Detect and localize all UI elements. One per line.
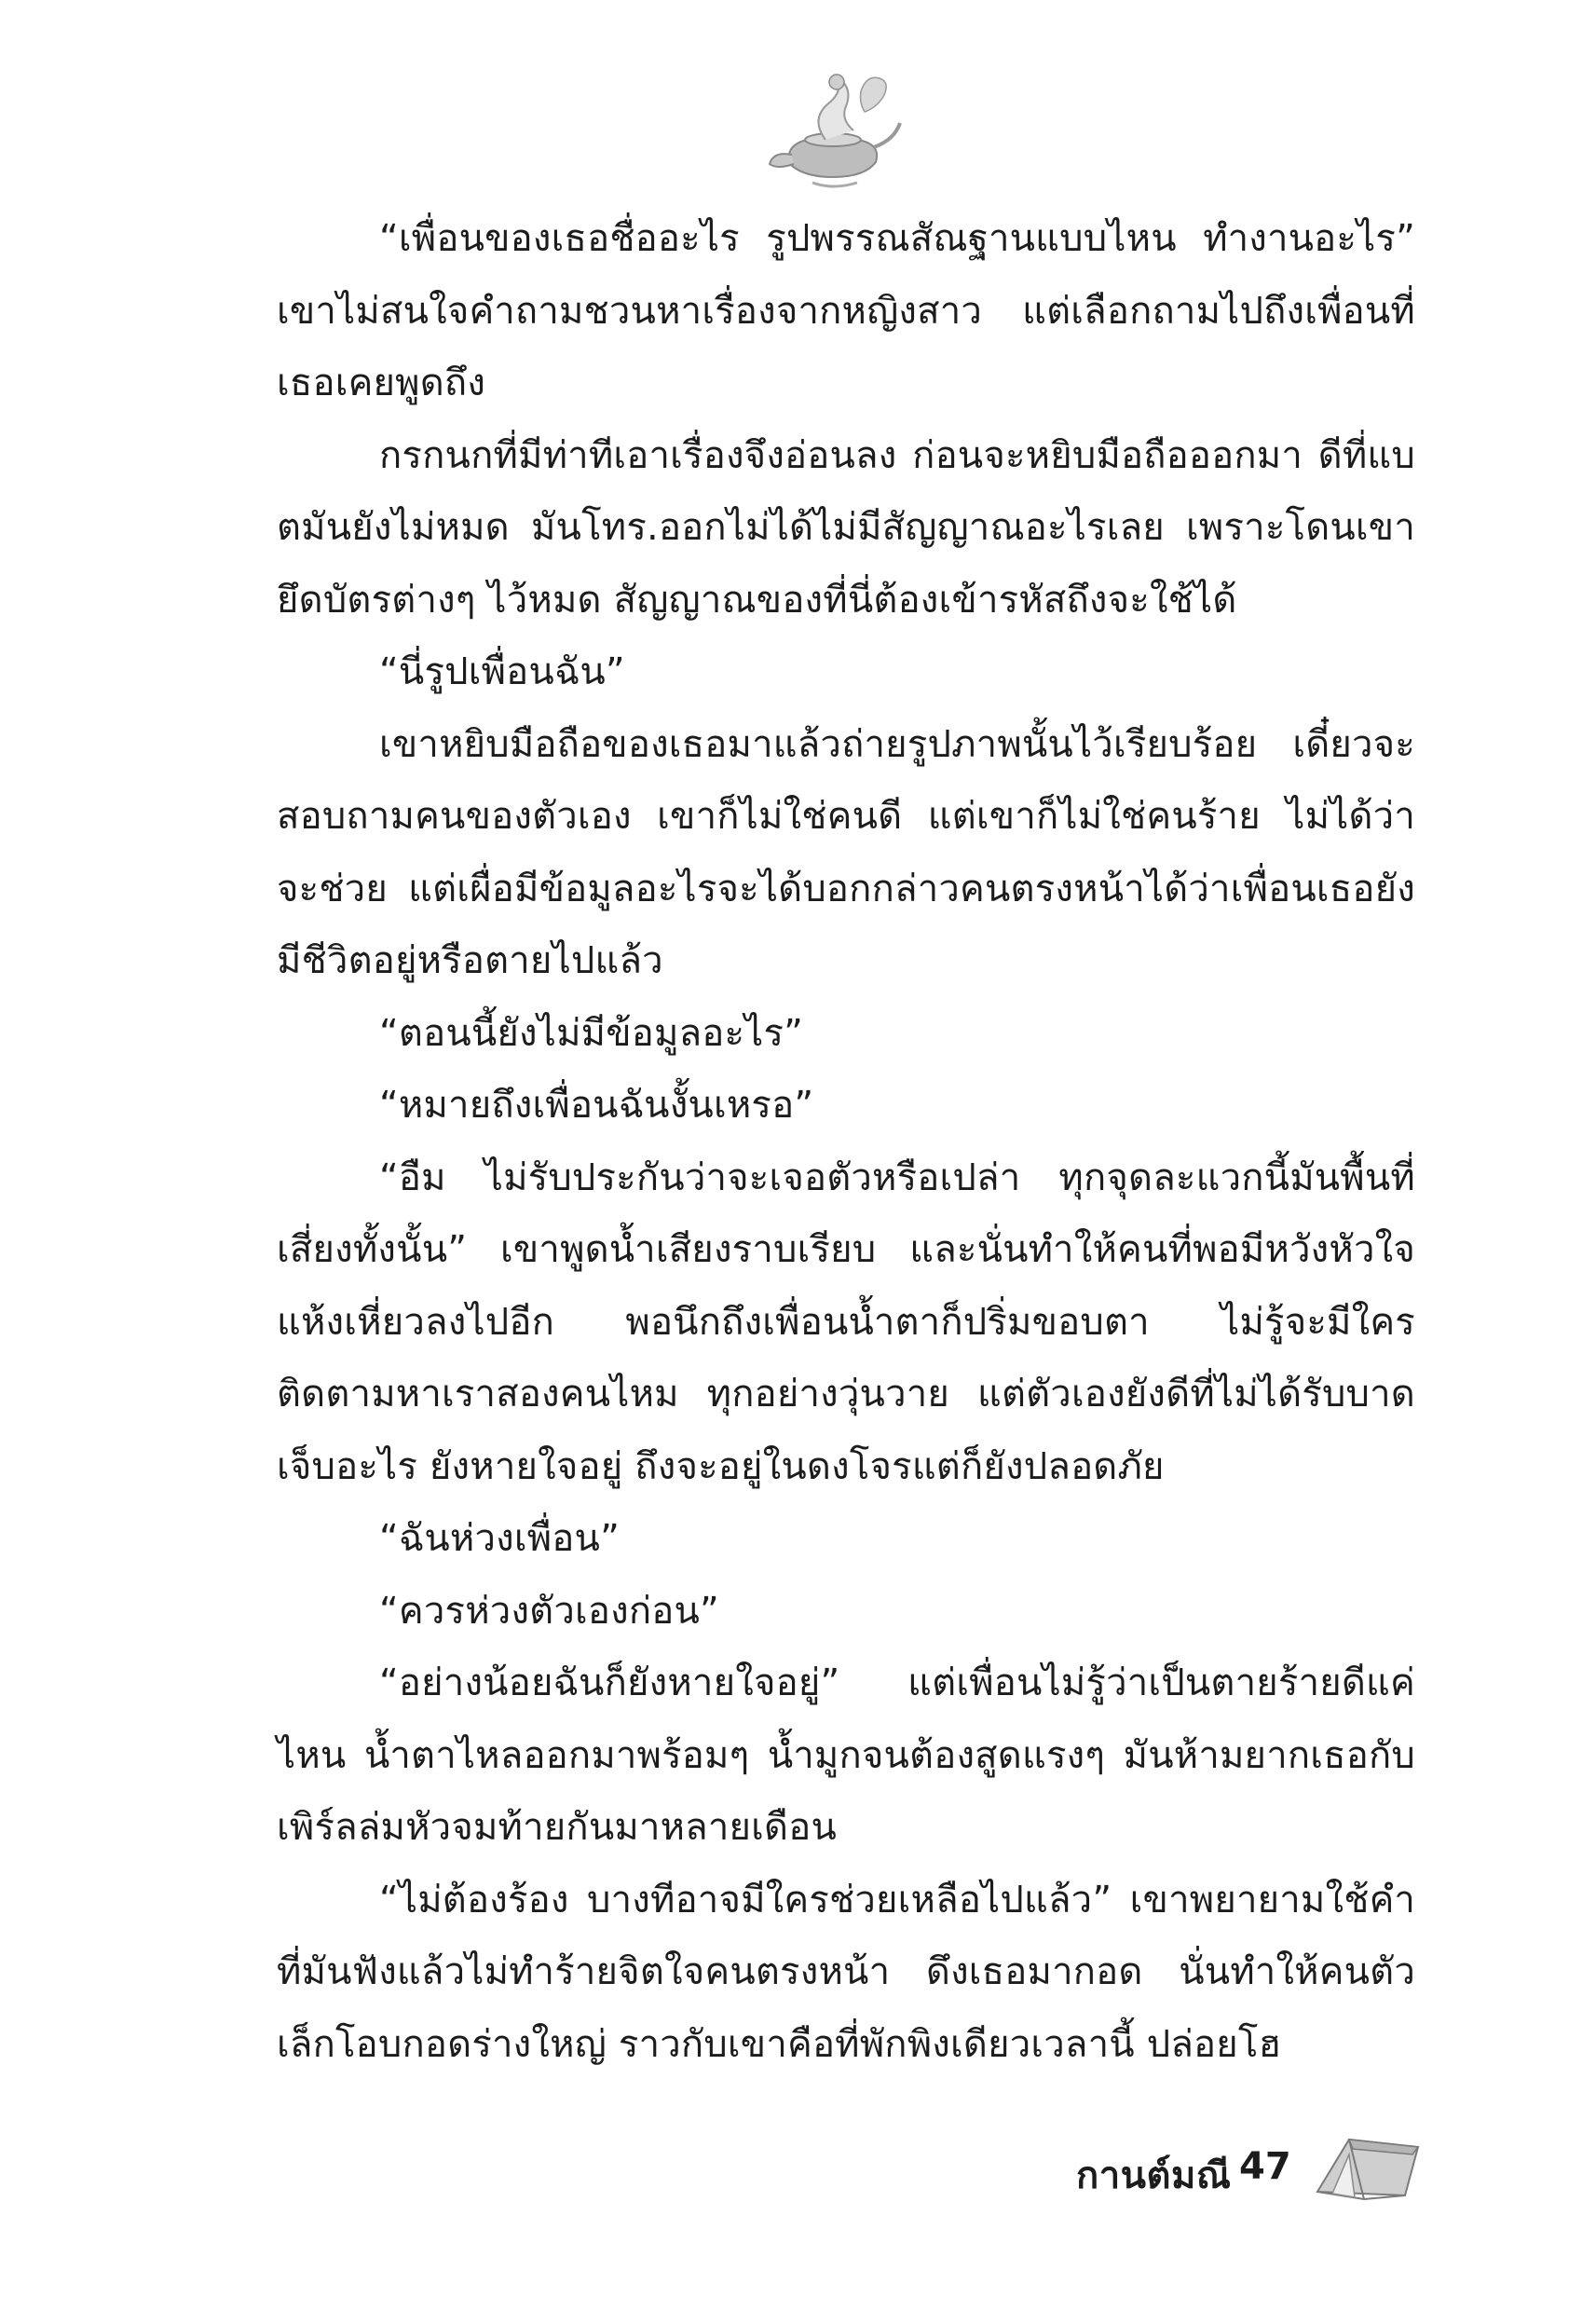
paragraph: “เพื่อนของเธอชื่ออะไร รูปพรรณสัณฐานแบบไหน ทำงานอะไร” เขาไม่สนใจคำถามชวนหาเรื่องจากหญิงสาว แต่เลือกถามไปถึงเพื่อนที่เธอเคยพูดถึง: [277, 217, 1415, 404]
tent-icon: [1312, 2126, 1424, 2207]
book-title: กานต์มณี: [1076, 2154, 1232, 2197]
paragraph: “ไม่ต้องร้อง บางทีอาจมีใครช่วยเหลือไปแล้ว” เขาพยายามใช้คำที่มันฟังแล้วไม่ทำร้ายจิตใจคนตรงหน้า ดึงเธอมากอด นั่นทำให้คนตัวเล็กโอบกอดร่างใหญ่ ราวกับเขาคือที่พักพิงเดียวเวลานี้ ปล่อยโฮ: [277, 1878, 1415, 2066]
paragraph: “หมายถึงเพื่อนฉันงั้นเหรอ”: [379, 1084, 814, 1127]
paragraph: เขาหยิบมือถือของเธอมาแล้วถ่ายรูปภาพนั้นไว้เรียบร้อย เดี๋ยวจะสอบถามคนของตัวเอง เขาก็ไม่ใช่คนดี แต่เขาก็ไม่ใช่คนร้าย ไม่ได้ว่าจะช่วย แต่เผื่อมีข้อมูลอะไรจะได้บอกกล่าวคนตรงหน้าได้ว่าเพื่อนเธอยังมีชีวิตอยู่หรือตายไปแล้ว: [277, 722, 1415, 982]
genie-lamp-icon: [764, 54, 904, 194]
page-number: 47: [1239, 2145, 1291, 2188]
paragraph: “ตอนนี้ยังไม่มีข้อมูลอะไร”: [379, 1011, 804, 1055]
paragraph: “อืม ไม่รับประกันว่าจะเจอตัวหรือเปล่า ทุกจุดละแวกนี้มันพื้นที่เสี่ยงทั้งนั้น” เขาพูดน้ำเสียงราบเรียบ และนั่นทำให้คนที่พอมีหวังหัวใจแห้งเหี่ยวลงไปอีก พอนึกถึงเพื่อนน้ำตาก็ปริ่มขอบตา ไม่รู้จะมีใครติดตามหาเราสองคนไหม ทุกอย่างวุ่นวาย แต่ตัวเองยังดีที่ไม่ได้รับบาดเจ็บอะไร ยังหายใจอยู่ ถึงจะอยู่ในดงโจรแต่ก็ยังปลอดภัย: [277, 1156, 1415, 1488]
paragraph: “อย่างน้อยฉันก็ยังหายใจอยู่” แต่เพื่อนไม่รู้ว่าเป็นตายร้ายดีแค่ไหน น้ำตาไหลออกมาพร้อมๆ น้ำมูกจนต้องสูดแรงๆ มันห้ามยากเธอกับเพิร์ลล่มหัวจมท้ายกันมาหลายเดือน: [277, 1661, 1415, 1849]
paragraph: “ฉันห่วงเพื่อน”: [379, 1517, 621, 1560]
paragraph: “ควรห่วงตัวเองก่อน”: [379, 1589, 719, 1633]
page-footer: [0, 2125, 1596, 2208]
paragraph: “นี่รูปเพื่อนฉัน”: [379, 650, 625, 693]
body-text: [277, 203, 1415, 2081]
paragraph: กรกนกที่มีท่าทีเอาเรื่องจึงอ่อนลง ก่อนจะหยิบมือถือออกมา ดีที่แบตมันยังไม่หมด มันโทร.ออกไม่ได้ไม่มีสัญญาณอะไรเลย เพราะโดนเขายึดบัตรต่างๆ ไว้หมด สัญญาณของที่นี่ต้องเข้ารหัสถึงจะใช้ได้: [277, 433, 1415, 622]
